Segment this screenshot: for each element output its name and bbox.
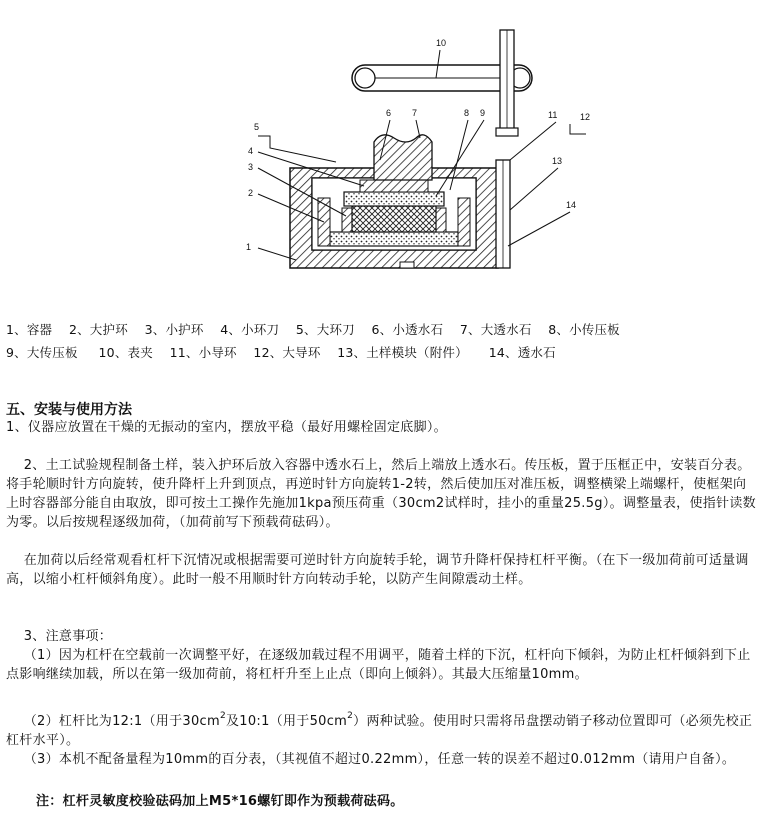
callout-4: 4 bbox=[248, 146, 254, 156]
large-loading-plate bbox=[374, 135, 432, 180]
paragraph-1: 1、仪器应放置在干燥的无振动的室内，摆放平稳（最好用螺栓固定底脚）。 bbox=[6, 420, 447, 435]
paragraph-6 bbox=[6, 712, 756, 750]
superscript: 2 bbox=[347, 711, 354, 721]
callout-9: 9 bbox=[480, 108, 486, 118]
consolidometer-diagram bbox=[240, 10, 610, 285]
paragraph-2: 2、土工试验规程制备土样，装入护环后放入容器中透水石上，然后上端放上透水石。传压板，置于压框正中，安装百分表。将手轮顺时针方向旋转，使升降杆上升到顶点，再逆时针方向旋转1-2转，然后使加压对准压板，调整横梁上端螺杆，使框架向上时容器部分能自由取放，即可按土工操作先施加1kpa预压荷重（30cm2试样时，挂小的重量25.5g）。调整量表，使指针读数为零。以后按规程逐级加荷，（加荷前写下预载荷砝码）。 bbox=[6, 458, 756, 530]
small-guard-ring-right bbox=[436, 208, 446, 232]
paragraph-6-part-1: （2）杠杆比为12:1（用于30cm bbox=[6, 714, 220, 729]
callout-3: 3 bbox=[248, 162, 254, 172]
callout-1: 1 bbox=[246, 242, 252, 252]
paragraph-6-part-2: 及10:1（用于50cm bbox=[225, 714, 348, 729]
bottom-porous-stone bbox=[330, 232, 458, 246]
paragraph-3: 在加荷以后经常观看杠杆下沉情况或根据需要可逆时针方向旋转手轮，调节升降杆保持杠杆平衡。（在下一级加荷前可适量调高，以缩小杠杆倾斜角度）。此时一般不用顺时针方向转动手轮，以防产生间隙震动土样。 bbox=[6, 553, 749, 587]
callout-6: 6 bbox=[386, 108, 392, 118]
note: 注：杠杆灵敏度校验砝码加上M5*16螺钉即作为预载荷砝码。 bbox=[36, 794, 404, 809]
callout-13: 13 bbox=[552, 156, 563, 166]
small-guard-ring-left bbox=[342, 208, 352, 232]
paragraph-4: 3、注意事项： bbox=[6, 629, 113, 644]
callout-7: 7 bbox=[412, 108, 418, 118]
callout-12: 12 bbox=[580, 112, 591, 122]
paragraph-5: （1）因为杠杆在空载前一次调整平好，在逐级加载过程不用调平，随着土样的下沉，杠杆向下倾斜，为防止杠杆倾斜到下止点影响继续加载，所以在第一级加荷前，将杠杆升至上止点（即向上倾斜）。其最大压缩量10mm。 bbox=[6, 648, 751, 682]
callout-10: 10 bbox=[436, 38, 447, 48]
section-heading: 五、安装与使用方法 bbox=[6, 402, 132, 418]
callout-11: 11 bbox=[548, 110, 558, 120]
callout-8: 8 bbox=[464, 108, 470, 118]
callout-2: 2 bbox=[248, 188, 254, 198]
parts-legend-line-2: 9、大传压板 10、表夹 11、小导环 12、大导环 13、土样模块（附件） 14、透水石 bbox=[6, 345, 556, 360]
callout-5: 5 bbox=[254, 122, 260, 132]
large-guard-ring-right bbox=[458, 198, 470, 246]
paragraph-6-part-3: ）两种试验。使用时只需将吊盘摆动销子移动位置即可（必须先校正杠杆水平）。 bbox=[6, 714, 753, 748]
paragraph-7: （3）本机不配备量程为10mm的百分表，（其视值不超过0.22mm），任意一转的误差不超过0.012mm（请用户自备）。 bbox=[6, 752, 736, 767]
callout-14: 14 bbox=[566, 200, 577, 210]
small-loading-plate bbox=[360, 180, 428, 192]
parts-legend-line-1: 1、容器 2、大护环 3、小护环 4、小环刀 5、大环刀 6、小透水石 7、大透水石 8、小传压板 bbox=[6, 322, 620, 337]
superscript: 2 bbox=[219, 711, 226, 721]
top-porous-stone bbox=[344, 192, 444, 206]
soil-sample bbox=[352, 206, 436, 232]
